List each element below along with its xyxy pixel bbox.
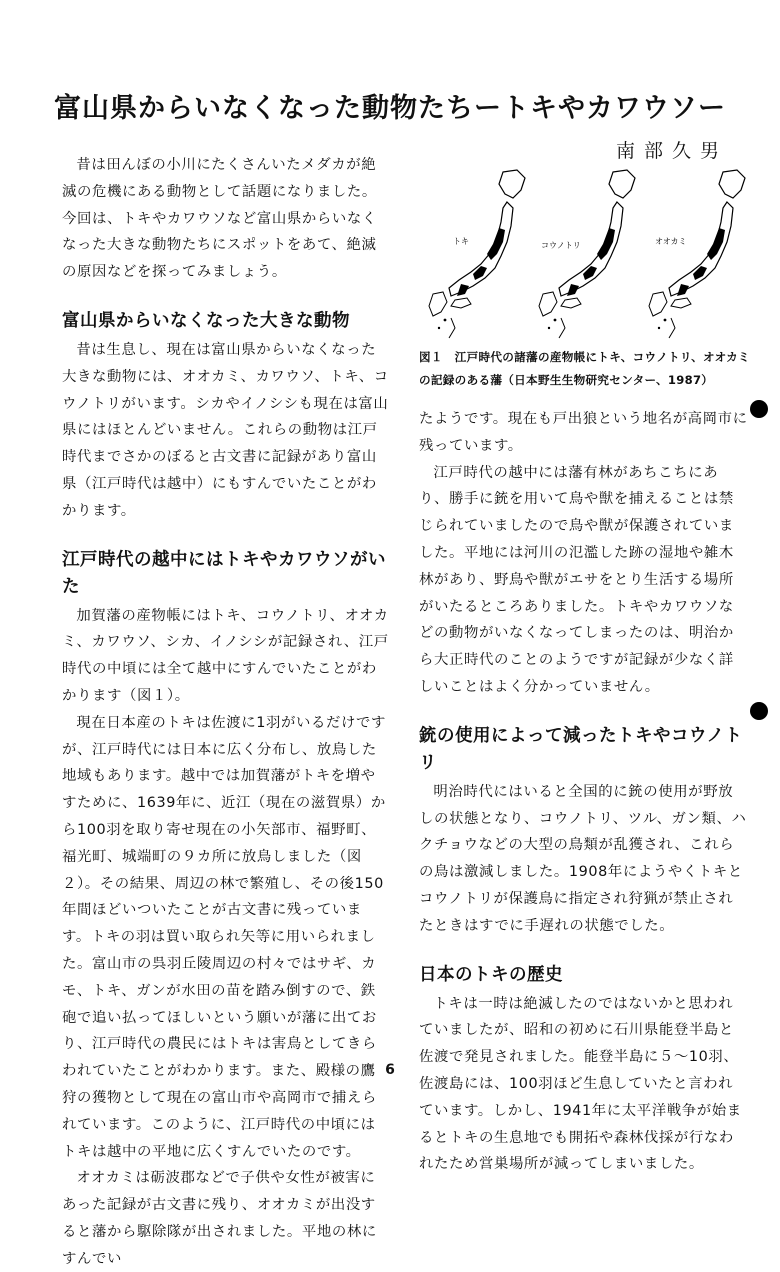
section-heading-gun-use: 銃の使用によって減ったトキやコウノトリ [419,725,743,773]
binder-hole-bottom [750,702,768,720]
author-name: 南部久男 [615,140,728,162]
japan-map-wolf [649,170,745,338]
section-heading-ibis-history: 日本のトキの歴史 [419,964,563,985]
section1-paragraph: 昔は生息し、現在は富山県からいなくなった大きな動物には、オオカミ、カワウソ、トキ、コウノトリがいます。シカやイノシシも現在は富山県にはほとんどいません。これらの動物は江戸時代までさかのぼると古文書に記録があり富山県（江戸時代は越中）にもすんでいたことがわかります。 [62,341,389,519]
binder-hole-top [750,400,768,418]
article-title: 富山県からいなくなった動物たちートキやカワウソー [54,93,726,124]
intro-paragraph: 昔は田んぼの小川にたくさんいたメダカが絶滅の危機にある動物として話題になりました。今回は、トキやカワウソなど富山県からいなくなった大きな動物たちにスポットをあて、絶滅の原因などを探ってみましょう。 [62,157,377,281]
section2-paragraph-2: 現在日本産のトキは佐渡に1羽がいるだけですが、江戸時代には日本に広く分布し、放鳥した地域もあります。越中では加賀藩がトキを増やすために、1639年に、近江（現在の滋賀県）から100羽を取り寄せ現在の小矢部市、福野町、福光町、城端町の９カ所に放鳥しました（図２）。その結果、周辺の林で繁殖し、その後150年間ほどいついたことが古文書に残っています。トキの羽は買い取られ矢等に用いられました。富山市の呉羽丘陵周辺の村々ではサギ、カモ、トキ、ガンが水田の苗を踏み倒すので、鉄砲で追い払ってほしいという願いが藩に出ており、江戸時代の農民にはトキは害鳥としてきらわれていたことがわかります。また、殿様の鷹狩の獲物として現在の富山市や高岡市で捕えられています。このように、江戸時代の中頃にはトキは越中の平地に広くすんでいたのです。 [62,714,386,1160]
section2-paragraph-3: オオカミは砺波郡などで子供や女性が被害にあった記録が古文書に残り、オオカミが出没すると藩から駆除隊が出されました。平地の林にすんでい [62,1170,377,1267]
figure-caption: 図１ 江戸時代の諸藩の産物帳にトキ、コウノトリ、オオカミの記録のある藩（日本野生生物研究センター、1987） [419,350,750,387]
section3-paragraph: 明治時代にはいると全国的に銃の使用が野放しの状態となり、コウノトリ、ツル、ガン類、ハクチョウなどの大型の鳥類が乱獲され、これらの鳥は激減しました。1908年にようやくトキとコウノトリが保護鳥に指定され狩猟が禁止されたときはすでに手遅れの状態でした。 [419,783,747,934]
section2-paragraph-1: 加賀藩の産物帳にはトキ、コウノトリ、オオカミ、カワウソ、シカ、イノシシが記録され、江戸時代の中頃には全て越中にすんでいたことがわかります（図１）。 [62,607,389,704]
section-heading-large-animals: 富山県からいなくなった大きな動物 [62,310,350,331]
continued-paragraph-2: 江戸時代の越中には藩有林があちこちにあり、勝手に銃を用いて鳥や獣を捕えることは禁じられていましたので鳥や獣が保護されていました。平地には河川の氾濫した跡の湿地や雑木林があり、野鳥や獣がエサをとり生活する場所がいたるところありました。トキやカワウソなどの動物がいなくなってしまったのは、明治から大正時代のことのようですが記録が少なく詳しいことはよく分かっていません。 [419,464,734,695]
section4-paragraph: トキは一時は絶滅したのではないかと思われていましたが、昭和の初めに石川県能登半島と佐渡で発見されました。能登半島に５～10羽、佐渡島には、100羽ほど生息していたと言われています。しかし、1941年に太平洋戦争が始まるとトキの生息地でも開拓や森林伐採が行なわれたため営巣場所が減ってしまいました。 [419,995,742,1173]
map-label-wolf: オオカミ [655,237,687,246]
map-label-ibis: トキ [453,237,469,246]
japan-map-stork [539,170,635,338]
section-heading-edo-etchu: 江戸時代の越中にはトキやカワウソがいた [62,549,386,597]
map-label-stork: コウノトリ [541,241,581,250]
japan-map-ibis [429,170,525,338]
page-number: 6 [385,1062,395,1078]
continued-paragraph-1: たようです。現在も戸出狼という地名が高岡市に残っています。 [419,411,748,454]
figure-japan-maps [419,168,754,343]
left-column [62,152,390,1272]
